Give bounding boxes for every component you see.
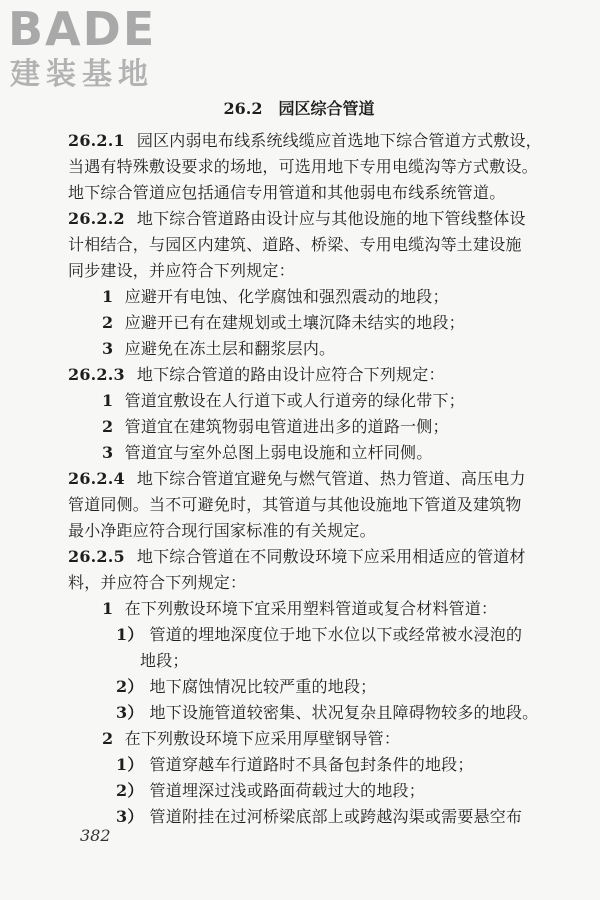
clause-line: 管道同侧。当不可避免时，其管道与其他设施地下管道及建筑物 [68,495,522,514]
clause-line: 最小净距应符合现行国家标准的有关规定。 [68,521,376,540]
section-heading [68,96,530,122]
sub-item-number: 1） [116,625,144,644]
sub-item-text: 管道附挂在过河桥梁底部上或跨越沟渠或需要悬空布 [149,807,523,826]
sub-item [68,700,539,726]
item-number: 2 [102,313,114,332]
clause-text: 地下综合管道在不同敷设环境下应采用相适应的管道材 [136,547,526,566]
list-item [68,310,530,336]
clause-line [68,362,530,388]
sub-item-number: 1） [116,755,144,774]
item-text: 在下列敷设环境下应采用厚壁钢导管： [124,729,401,748]
brand-logo [8,2,157,92]
clause-text: 地下综合管道路由设计应与其他设施的地下管线整体设 [136,209,526,228]
section-title: 园区综合管道 [278,99,375,118]
clause-line: 地下综合管道应包括通信专用管道和其他弱电布线系统管道。 [68,183,506,202]
clause-line [68,544,530,570]
clause-number: 26.2.3 [68,365,125,384]
sub-item-number: 3） [116,703,144,722]
item-text: 应避开已有在建规划或土壤沉降未结实的地段； [124,313,465,332]
item-number: 1 [102,391,114,410]
clause-number: 26.2.5 [68,547,125,566]
sub-item-number: 3） [116,807,144,826]
list-item [68,336,530,362]
clause-number: 26.2.1 [68,131,125,150]
clause-line [68,206,530,232]
clause-line: 当遇有特殊敷设要求的场地，可选用地下专用电缆沟等方式敷设。 [68,157,538,176]
list-item [68,284,530,310]
list-item [68,726,530,752]
item-number: 1 [102,599,114,618]
sub-item [68,674,530,700]
logo-brand-text: BADE [8,2,157,56]
sub-item-text: 地下腐蚀情况比较严重的地段； [149,677,377,696]
list-item [68,414,530,440]
item-number: 3 [102,443,114,462]
clause-line [68,466,530,492]
item-text: 在下列敷设环境下宜采用塑料管道或复合材料管道： [124,599,498,618]
logo-subtitle: 建装基地 [10,57,154,92]
sub-item-text: 地下设施管道较密集、状况复杂且障碍物较多的地段。 [149,703,539,722]
section-number: 26.2 [223,99,263,118]
item-text: 应避开有电蚀、化学腐蚀和强烈震动的地段； [124,287,449,306]
clause-number: 26.2.2 [68,209,125,228]
clause-line [68,128,542,154]
list-item [68,388,530,414]
clause-text: 地下综合管道的路由设计应符合下列规定： [136,365,445,384]
sub-item [68,752,530,778]
clause-text: 地下综合管道宜避免与燃气管道、热力管道、高压电力 [136,469,526,488]
sub-item-text: 管道埋深过浅或路面荷载过大的地段； [149,781,425,800]
list-item [68,440,530,466]
sub-item [68,804,530,830]
item-number: 3 [102,339,114,358]
list-item [68,596,530,622]
item-text: 应避免在冻土层和翻浆层内。 [124,339,336,358]
clause-line: 同步建设，并应符合下列规定： [68,261,295,280]
clause-text: 园区内弱电布线系统线缆应首选地下综合管道方式敷设， [136,131,542,150]
sub-item [68,622,530,648]
clause-number: 26.2.4 [68,469,125,488]
clause-line: 料，并应符合下列规定： [68,573,247,592]
sub-item-continuation: 地段； [140,651,189,670]
sub-item [68,778,530,804]
clause-line: 计相结合，与园区内建筑、道路、桥梁、专用电缆沟等土建设施 [68,235,522,254]
sub-item-number: 2） [116,781,144,800]
page-number: 382 [80,826,111,845]
item-number: 1 [102,287,114,306]
item-text: 管道宜敷设在人行道下或人行道旁的绿化带下； [124,391,465,410]
item-text: 管道宜与室外总图上弱电设施和立杆同侧。 [124,443,433,462]
item-text: 管道宜在建筑物弱电管道进出多的道路一侧； [124,417,449,436]
item-number: 2 [102,417,114,436]
sub-item-number: 2） [116,677,144,696]
sub-item-text: 管道穿越车行道路时不具备包封条件的地段； [149,755,474,774]
sub-item-text: 管道的埋地深度位于地下水位以下或经常被水浸泡的 [149,625,523,644]
document-page [68,96,542,830]
item-number: 2 [102,729,114,748]
